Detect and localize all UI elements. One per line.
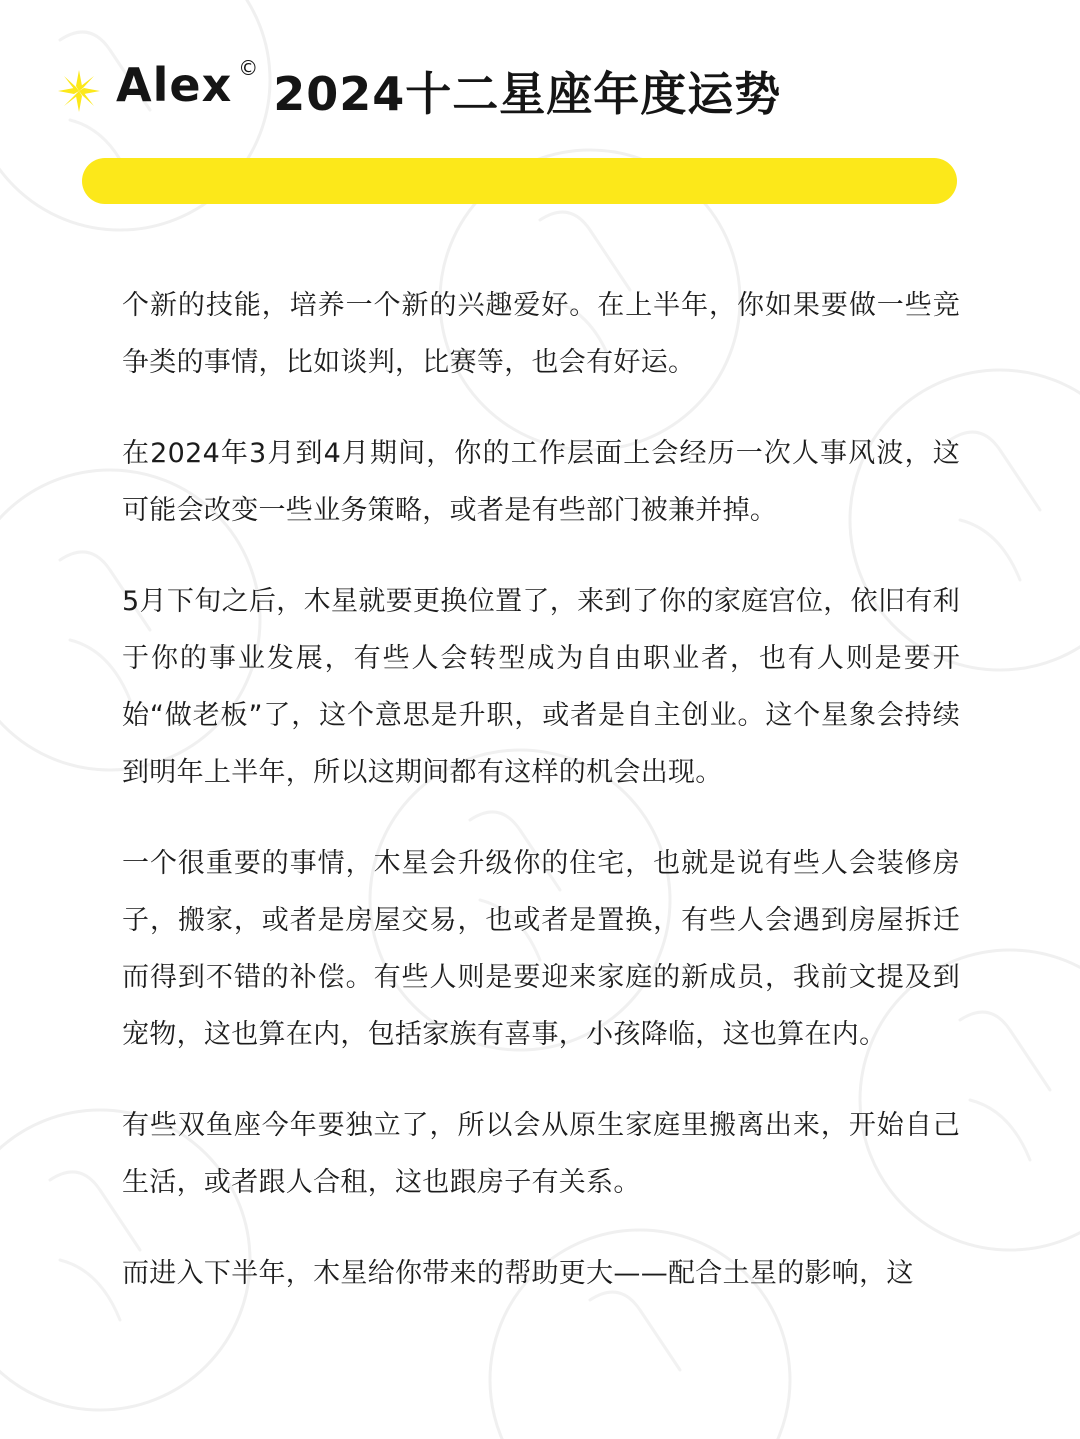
paragraph: 一个很重要的事情，木星会升级你的住宅，也就是说有些人会装修房子，搬家，或者是房屋交易，也或者是置换，有些人会遇到房屋拆迁而得到不错的补偿。有些人则是要迎来家庭的新成员，我前文提及到宠物，这也算在内，包括家族有喜事，小孩降临，这也算在内。 (122, 848, 960, 1050)
highlight-bar (82, 158, 957, 204)
paragraph: 5月下旬之后，木星就要更换位置了，来到了你的家庭宫位，依旧有利于你的事业发展，有些人会转型成为自由职业者，也有人则是要开始“做老板”了，这个意思是升职，或者是自主创业。这个星象会持续到明年上半年，所以这期间都有这样的机会出现。 (122, 586, 960, 788)
sparkle-icon (58, 70, 100, 112)
paragraph: 而进入下半年，木星给你带来的帮助更大——配合土星的影响，这 (122, 1258, 914, 1289)
brand-name: Alex (116, 58, 233, 112)
paragraph: 个新的技能，培养一个新的兴趣爱好。在上半年，你如果要做一些竞争类的事情，比如谈判，比赛等，也会有好运。 (122, 290, 960, 378)
paragraph: 有些双鱼座今年要独立了，所以会从原生家庭里搬离出来，开始自己生活，或者跟人合租，这也跟房子有关系。 (122, 1110, 960, 1198)
page-title (116, 58, 781, 124)
paragraph: 在2024年3月到4月期间，你的工作层面上会经历一次人事风波，这可能会改变一些业务策略，或者是有些部门被兼并掉。 (122, 438, 960, 526)
title-text: 2024十二星座年度运势 (273, 67, 782, 121)
header (58, 56, 781, 126)
article-body (122, 277, 960, 1336)
copyright-symbol: © (238, 56, 260, 80)
